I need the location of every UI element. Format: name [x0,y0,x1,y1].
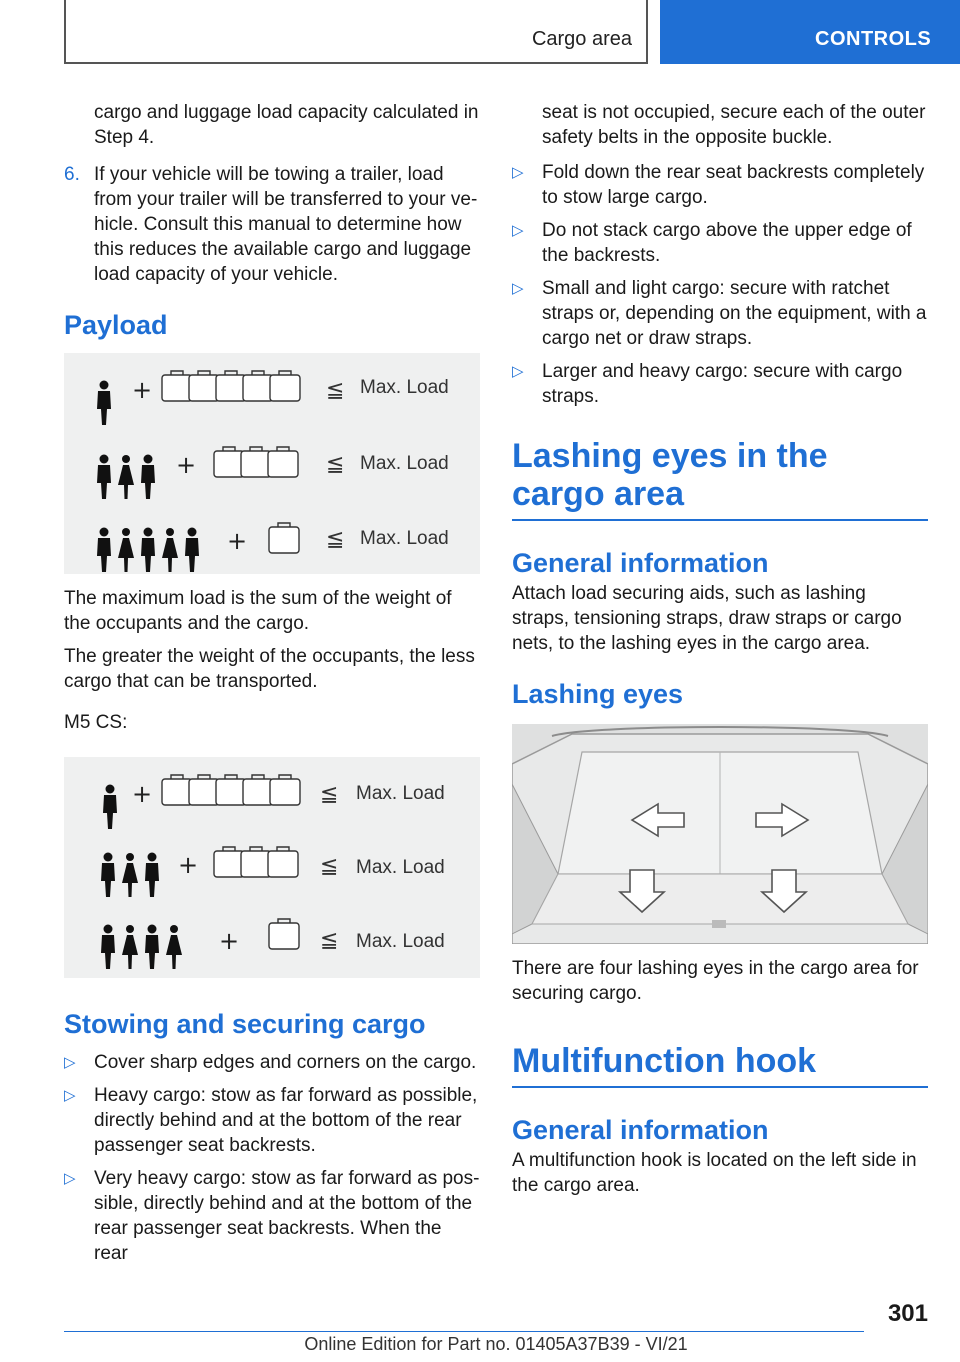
max-load-label: Max. Load [356,857,445,878]
occupant-icons [101,853,159,898]
less-equal-sign: ≦ [320,854,339,879]
step-6-number: 6. [64,164,80,185]
header-section-title: Cargo area [531,28,632,50]
cargo-area-figure [512,724,928,944]
edition-info: Online Edition for Part no. 01405A37B39 - VI/21 [304,1334,688,1354]
less-equal-sign: ≦ [320,782,339,807]
bullet-item [512,160,928,210]
less-equal-sign: ≦ [320,928,339,953]
lashing-eyes-text: There are four lashing eyes in the cargo area for securing cargo. [512,958,919,1004]
payload-heading: Payload [64,310,168,340]
cargo-area-illustration [512,724,928,944]
luggage-icons [214,847,298,877]
triangle-bullet-icon: ▷ [512,363,524,380]
bullet-text: Very heavy cargo: stow as far forward as pos‐sible, directly behind and at the bottom of the rear passenger seat backrests. When the rear [94,1168,480,1264]
max-load-label: Max. Load [360,453,449,474]
luggage-icons [162,371,300,401]
luggage-icons [214,447,298,477]
plus-sign: + [219,927,240,955]
bullet-text: Small and light cargo: secure with ratchet straps or, depending on the equipment, with a cargo net or draw straps. [542,278,927,349]
max-load-label: Max. Load [356,931,445,952]
bullet-text: Heavy cargo: stow as far forward as possible, directly behind and at the bottom of the rear passenger seat backrests. [94,1085,478,1156]
bullet-text: Cover sharp edges and corners on the cargo. [94,1052,477,1073]
triangle-bullet-icon: ▷ [64,1054,76,1071]
m5-cs-label: M5 CS: [64,712,128,733]
payload-para-1: The maximum load is the sum of the weight of the occupants and the cargo. [64,588,452,634]
step-6 [64,162,480,287]
occupant-icon [97,381,111,426]
triangle-bullet-icon: ▷ [512,164,524,181]
luggage-icon [269,919,299,949]
occupant-icons [101,925,182,970]
max-load-label: Max. Load [360,528,449,549]
header-chapter-tab[interactable] [660,0,960,64]
page-number: 301 [887,1300,928,1327]
max-load-label: Max. Load [360,377,449,398]
step-6-text: If your vehicle will be towing a trailer, load from your trailer will be transferred to your ve‐hicle. Consult this manual to determine how this reduces the available cargo and luggage load capacity of your vehicle. [94,164,478,285]
bullet-text: Fold down the rear seat backrests completely to stow large cargo. [542,162,925,208]
general-info-heading: General information [512,1115,769,1145]
triangle-bullet-icon: ▷ [64,1087,76,1104]
luggage-icons [162,775,300,805]
less-equal-sign: ≦ [326,527,345,552]
plus-sign: + [132,780,153,808]
stowing-heading: Stowing and securing cargo [64,1009,426,1039]
lashing-eyes-subheading: Lashing eyes [512,679,684,709]
left-column [64,100,480,1274]
bullet-item [512,359,928,409]
bullet-text: Larger and heavy cargo: secure with cargo straps. [542,361,903,407]
header-chapter-title: CONTROLS [815,28,932,50]
intro-continuation: cargo and luggage load capacity calculated in Step 4. [94,102,479,148]
general-info-text: Attach load securing aids, such as lashing straps, tensioning straps, draw straps or cargo nets, to the lashing eyes in the cargo area. [512,583,902,654]
multifunction-hook-heading: Multifunction hook [512,1042,928,1088]
page-header [0,0,960,66]
bullet-item [64,1166,480,1266]
occupant-icon [103,785,117,830]
payload-illustration [64,353,480,574]
bullet-continuation: seat is not occupied, secure each of the outer safety belts in the opposite buckle. [542,102,926,148]
payload-para-2: The greater the weight of the occupants, the less cargo that can be transported. [64,646,475,692]
occupant-icons [97,528,199,573]
luggage-icon [269,523,299,553]
right-column [512,100,928,1198]
plus-sign: + [176,451,197,479]
bullet-item [64,1083,480,1158]
plus-sign: + [178,851,199,879]
less-equal-sign: ≦ [326,378,345,403]
lashing-eyes-heading: Lashing eyes in the cargo area [512,437,928,521]
bullet-text: Do not stack cargo above the upper edge of the backrests. [542,220,912,266]
m5-cs-payload-figure [64,757,480,978]
general-info-heading: General information [512,548,769,578]
footer-divider [64,1331,864,1332]
triangle-bullet-icon: ▷ [512,222,524,239]
triangle-bullet-icon: ▷ [64,1170,76,1187]
bullet-item [512,276,928,351]
general-info-text: A multifunction hook is located on the left side in the cargo area. [512,1150,917,1196]
less-equal-sign: ≦ [326,452,345,477]
payload-figure [64,353,480,574]
header-section-box [64,0,648,64]
plus-sign: + [227,527,248,555]
m5-cs-payload-illustration [64,757,480,978]
plus-sign: + [132,376,153,404]
triangle-bullet-icon: ▷ [512,280,524,297]
bullet-item [64,1050,480,1075]
max-load-label: Max. Load [356,783,445,804]
occupant-icons [97,455,155,500]
bullet-item [512,218,928,268]
